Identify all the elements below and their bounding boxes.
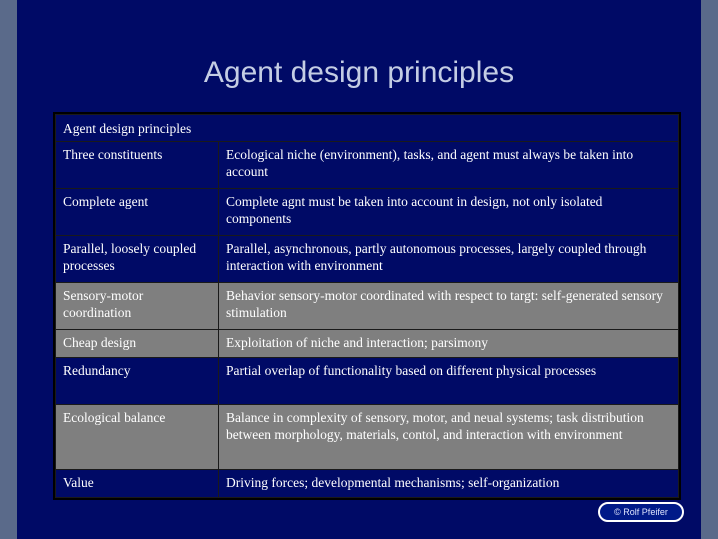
principle-cell: Cheap design [56, 330, 219, 358]
table-row [56, 470, 679, 498]
description-cell: Exploitation of niche and interaction; parsimony [219, 330, 679, 358]
principle-cell: Value [56, 470, 219, 498]
principles-table [53, 112, 681, 500]
principle-cell: Redundancy [56, 358, 219, 405]
principle-cell: Three constituents [56, 142, 219, 189]
table-row [56, 358, 679, 405]
table-row [56, 283, 679, 330]
table-row [56, 189, 679, 236]
description-cell: Driving forces; developmental mechanisms; self-organization [219, 470, 679, 498]
copyright-badge: © Rolf Pfeifer [598, 502, 684, 522]
table-header-row [56, 115, 679, 142]
table-row [56, 330, 679, 358]
table-row [56, 142, 679, 189]
description-cell: Behavior sensory-motor coordinated with respect to targt: self-generated sensory stimulation [219, 283, 679, 330]
principle-cell: Sensory-motor coordination [56, 283, 219, 330]
slide [17, 0, 701, 539]
table-row [56, 236, 679, 283]
principle-cell: Parallel, loosely coupled processes [56, 236, 219, 283]
principle-cell: Ecological balance [56, 405, 219, 470]
table-header-label: Agent design principles [63, 121, 192, 136]
description-cell: Ecological niche (environment), tasks, and agent must always be taken into account [219, 142, 679, 189]
description-cell: Balance in complexity of sensory, motor, and neual systems; task distribution between morphology, materials, contol, and interaction with environment [219, 405, 679, 470]
table-header [56, 115, 679, 142]
principle-cell: Complete agent [56, 189, 219, 236]
slide-title: Agent design principles [203, 56, 515, 89]
description-cell: Parallel, asynchronous, partly autonomous processes, largely coupled through interaction with environment [219, 236, 679, 283]
table-row [56, 405, 679, 470]
description-cell: Complete agnt must be taken into account in design, not only isolated components [219, 189, 679, 236]
description-cell: Partial overlap of functionality based on different physical processes [219, 358, 679, 405]
